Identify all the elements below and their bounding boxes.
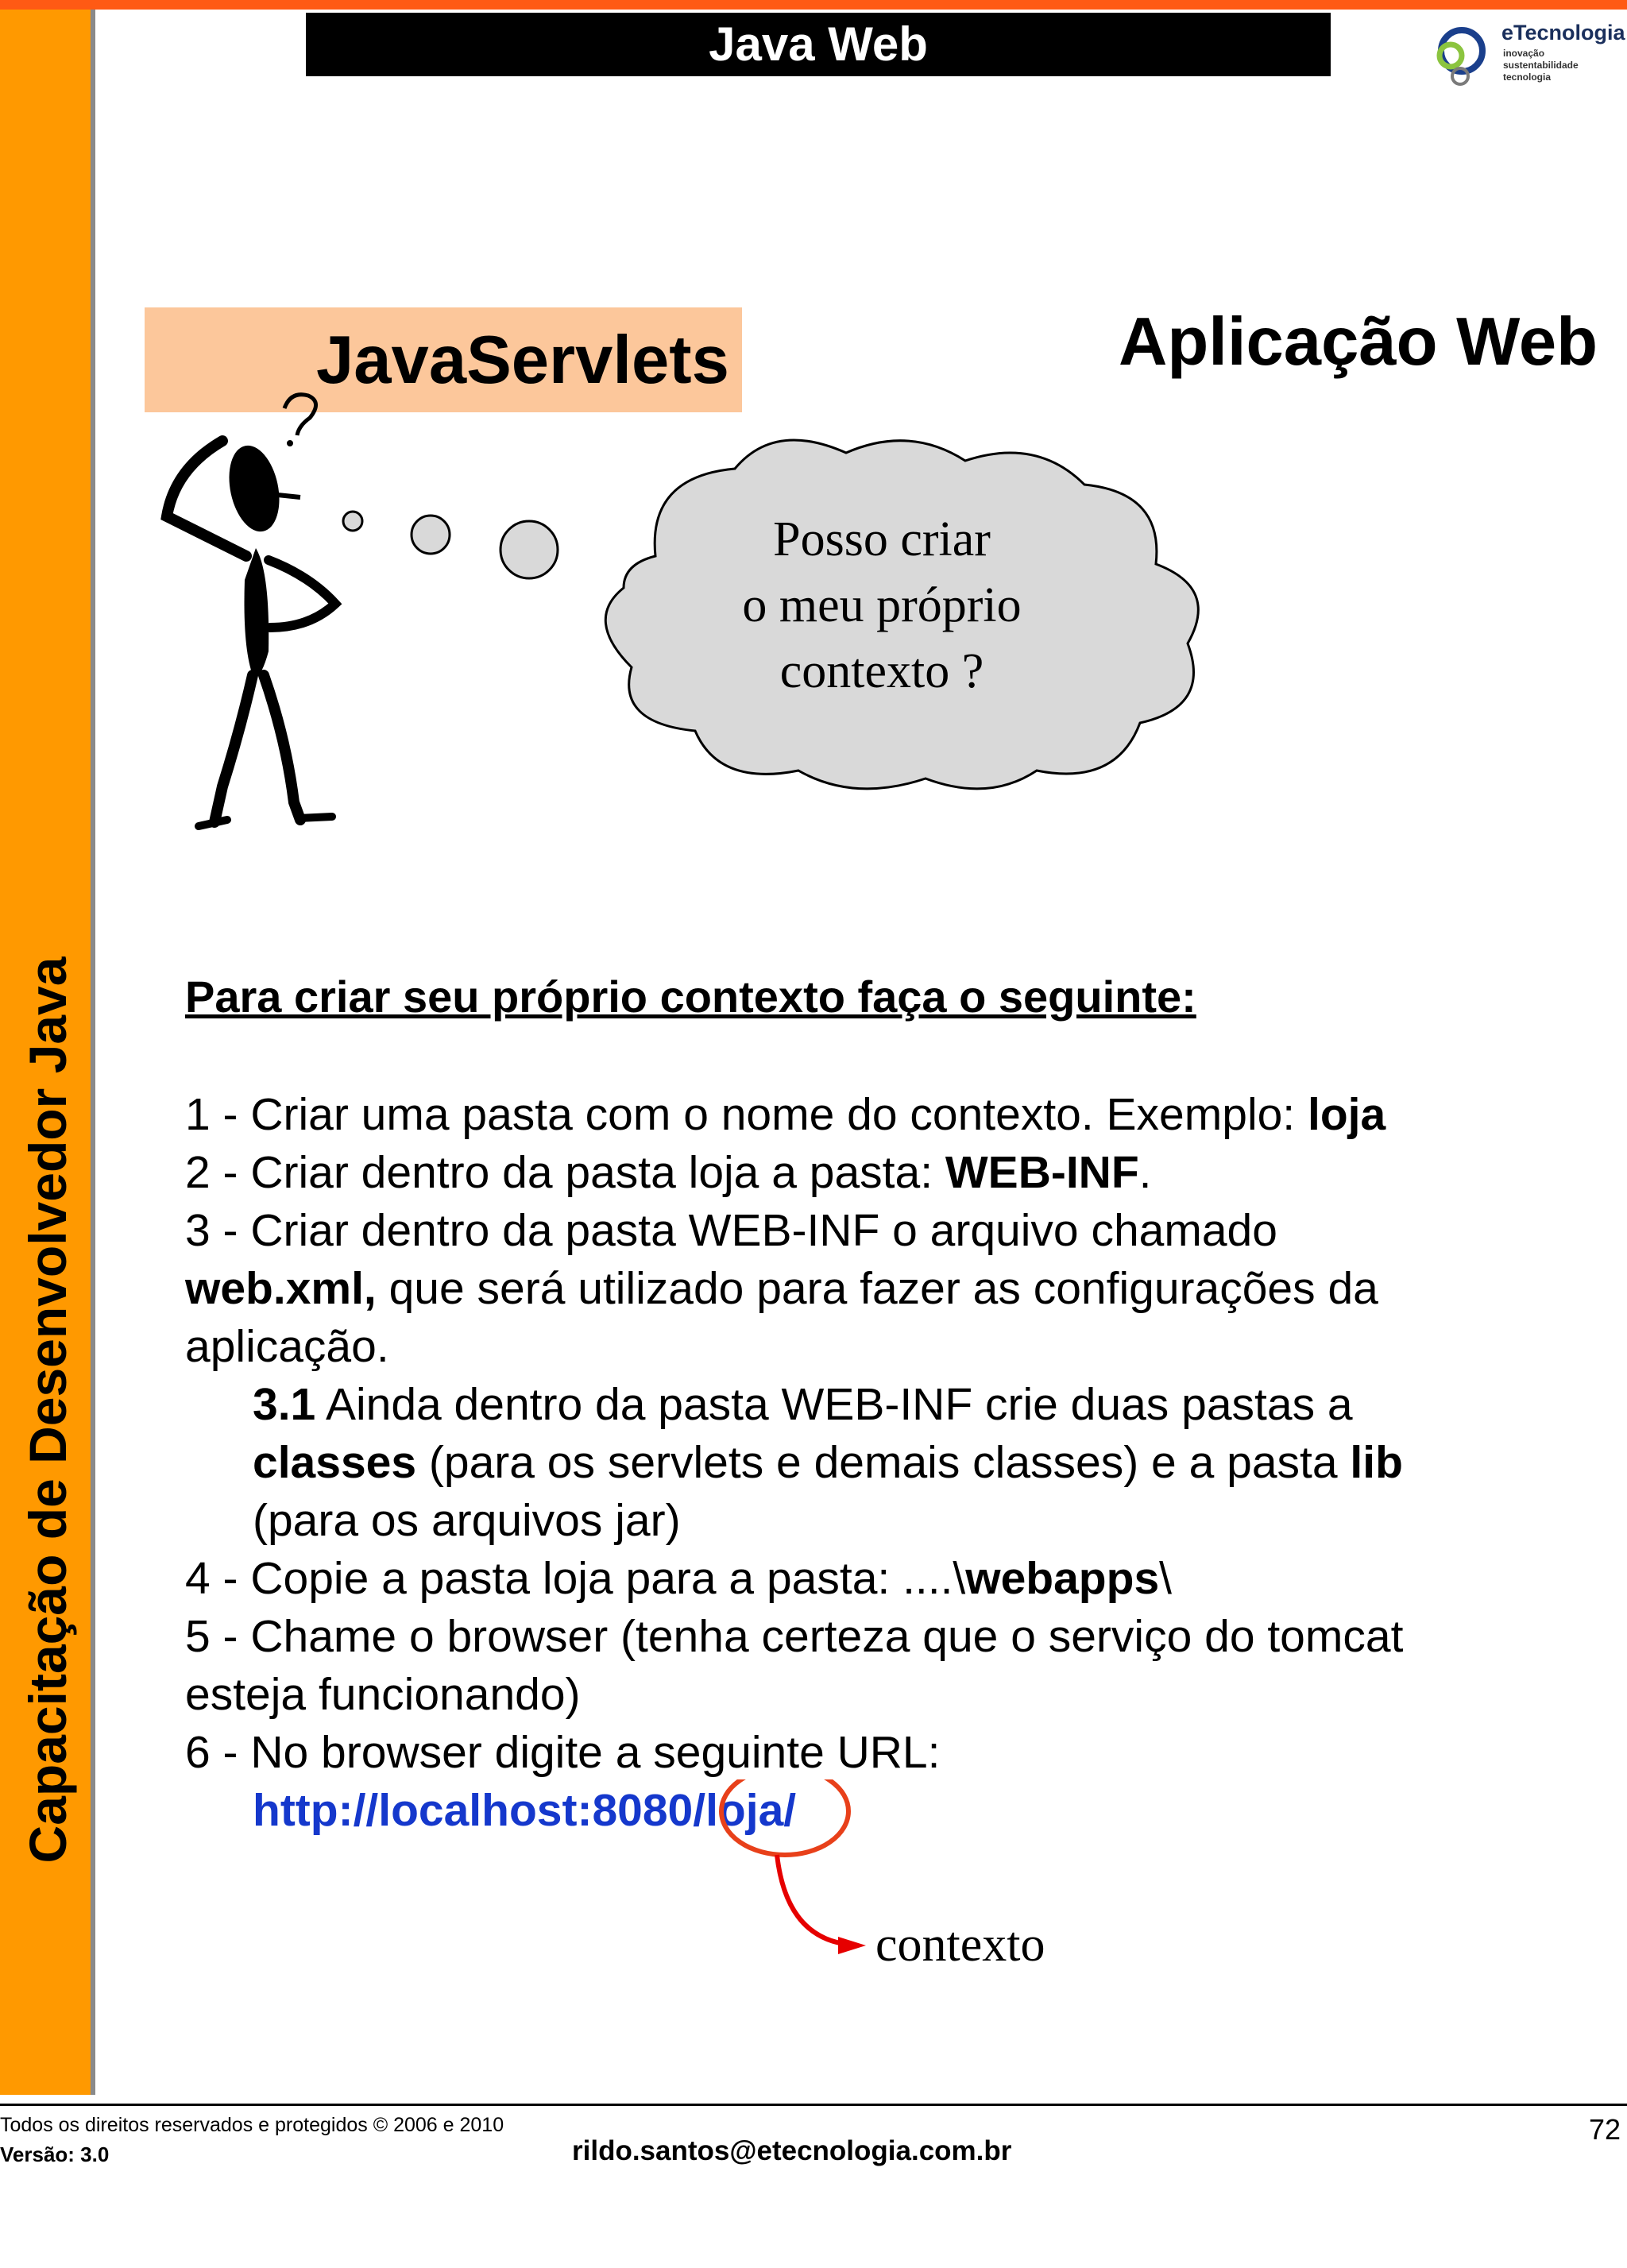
step-3-cont-2: aplicação. xyxy=(185,1321,389,1372)
footer-divider xyxy=(0,2104,1627,2106)
thought-text xyxy=(675,507,1088,705)
footer-copyright: Todos os direitos reservados e protegidos © 2006 e 2010 xyxy=(0,2114,504,2136)
step-1: 1 - Criar uma pasta com o nome do contexto. Exemplo: loja xyxy=(185,1089,1386,1140)
logo-tagline-1: inovação xyxy=(1503,48,1545,59)
step-4: 4 - Copie a pasta loja para a pasta: ....\webapps\ xyxy=(185,1553,1172,1604)
logo-tagline-3: tecnologia xyxy=(1503,71,1552,83)
step-5-cont: esteja funcionando) xyxy=(185,1669,581,1720)
instructions-heading: Para criar seu próprio contexto faça o seguinte: xyxy=(185,972,1196,1022)
example-url: http://localhost:8080/loja/ xyxy=(253,1785,797,1836)
step-5: 5 - Chame o browser (tenha certeza que o serviço do tomcat xyxy=(185,1611,1404,1662)
step-3-1-cont-2: (para os arquivos jar) xyxy=(253,1495,681,1546)
step-2: 2 - Criar dentro da pasta loja a pasta: WEB-INF. xyxy=(185,1147,1152,1198)
step-3-1-cont: classes (para os servlets e demais classes) e a pasta lib xyxy=(253,1437,1403,1488)
step-6: 6 - No browser digite a seguinte URL: xyxy=(185,1727,941,1778)
step-3-cont: web.xml, que será utilizado para fazer as configurações da xyxy=(185,1263,1378,1314)
logo-name: eTecnologia xyxy=(1501,21,1625,44)
page-number: 72 xyxy=(1588,2113,1621,2146)
footer-version: Versão: 3.0 xyxy=(0,2142,110,2166)
annotation-label: contexto xyxy=(875,1918,1045,1972)
sidebar-title: Capacitação de Desenvolvedor Java xyxy=(18,956,77,1864)
footer-email: rildo.santos@etecnologia.com.br xyxy=(572,2135,1012,2166)
slide-title-left: JavaServlets xyxy=(316,323,729,398)
header-title: Java Web xyxy=(306,13,1331,76)
step-3: 3 - Criar dentro da pasta WEB-INF o arquivo chamado xyxy=(185,1205,1277,1256)
thinking-man-illustration xyxy=(151,389,596,842)
thought-line-2: o meu próprio xyxy=(742,578,1022,632)
slide-title-right: Aplicação Web xyxy=(1119,304,1598,380)
step-3-1: 3.1 Ainda dentro da pasta WEB-INF crie duas pastas a xyxy=(253,1379,1353,1430)
thought-line-3: contexto ? xyxy=(779,644,984,698)
thought-line-1: Posso criar xyxy=(773,512,991,566)
logo-tagline-2: sustentabilidade xyxy=(1503,60,1579,71)
top-accent-bar xyxy=(0,0,1627,10)
